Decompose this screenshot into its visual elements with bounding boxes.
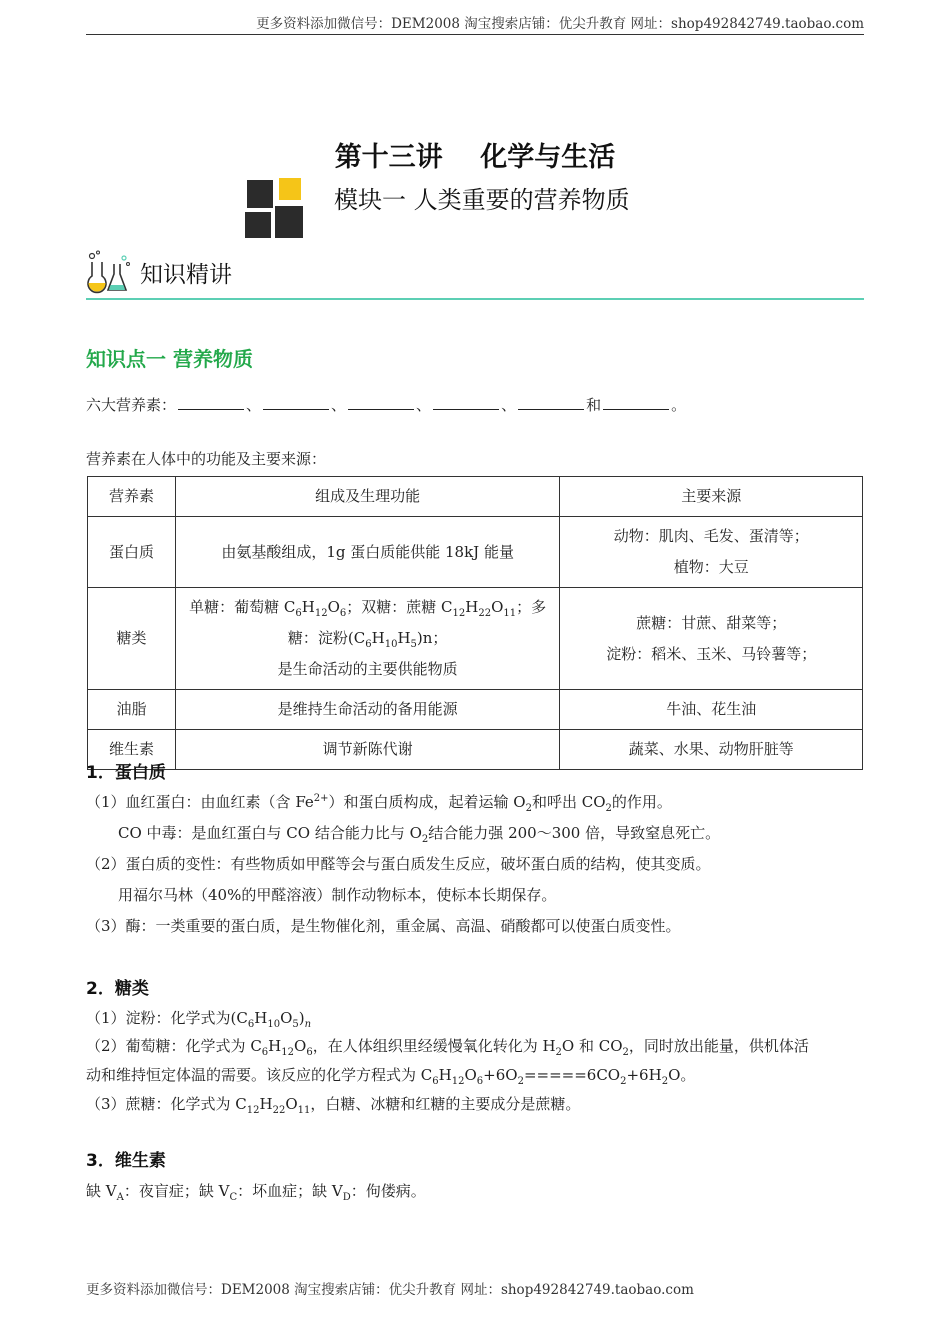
blank-5[interactable] (518, 394, 584, 410)
blank-3[interactable] (348, 394, 414, 410)
nutrient-name: 糖类 (88, 588, 176, 690)
blank-6[interactable] (603, 394, 669, 410)
nutrient-name: 油脂 (88, 690, 176, 730)
blank-2[interactable] (263, 394, 329, 410)
protein-paragraph-4: 用福尔马林（40%的甲醛溶液）制作动物标本，使标本长期保存。 (118, 886, 557, 904)
page-footer: 更多资料添加微信号：DEM2008 淘宝搜索店铺：优尖升教育 网址：shop492842749.taobao.com (86, 1282, 694, 1298)
lecture-title: 第十三讲 化学与生活 (334, 142, 616, 173)
nutrient-source: 牛油、花生油 (560, 690, 863, 730)
nutrient-function: 单糖：葡萄糖 $C_6H_{12}O_6$；双糖：蔗糖 $C_{12}H_{22}O_{11}$；多糖：淀粉$(C_6H_{10}H_5)n$； 是生命活动的主要供能物质 (175, 588, 560, 690)
blank-1[interactable] (178, 394, 244, 410)
module-logo-icon (245, 178, 305, 240)
module-title: 模块一 人类重要的营养物质 (334, 186, 630, 214)
vitamin-paragraph: 缺 $V_A$：夜盲症；缺 $V_C$：坏血症；缺 $V_D$：佝偻病。 (86, 1182, 426, 1203)
knowledge-point-title: 知识点一 营养物质 (86, 347, 253, 371)
nutrient-function: 由氨基酸组成，1g 蛋白质能供能 18kJ 能量 (175, 517, 560, 588)
section-heading-sugar: 2．糖类 (86, 979, 149, 999)
nutrient-source: 蔬菜、水果、动物肝脏等 (560, 730, 863, 770)
table-row (88, 517, 863, 588)
nutrient-name: 蛋白质 (88, 517, 176, 588)
nutrient-name: 维生素 (88, 730, 176, 770)
flask-icon (86, 250, 132, 296)
protein-paragraph-5: （3）酶：一类重要的蛋白质，是生物催化剂，重金属、高温、硝酸都可以使蛋白质变性。 (86, 917, 681, 935)
section-label: 知识精讲 (140, 262, 232, 288)
nutrients-table (87, 476, 863, 770)
protein-paragraph-2: CO 中毒：是血红蛋白与 CO 结合能力比与 $O_2$结合能力强 200～300 倍，导致窒息死亡。 (118, 824, 721, 845)
six-nutrients-line: 六大营养素： 、 、 、 、 和 。 (86, 396, 687, 414)
protein-paragraph-1: （1）血红蛋白：由血红素（含 $Fe^{2+}$）和蛋白质构成，起着运输 $O_2$和呼出 $CO_2$的作用。 (86, 793, 672, 814)
sugar-paragraph-3: 动和维持恒定体温的需要。该反应的化学方程式为 $C_6H_{12}O_6+6O_2=====6CO_2+6H_2O$。 (86, 1066, 696, 1087)
table-caption: 营养素在人体中的功能及主要来源： (86, 450, 327, 468)
table-row (88, 690, 863, 730)
sugar-paragraph-4: （3）蔗糖：化学式为 $C_{12}H_{22}O_{11}$，白糖、冰糖和红糖的主要成分是蔗糖。 (86, 1095, 581, 1116)
section-heading-vitamin: 3．维生素 (86, 1151, 166, 1171)
nutrient-function: 调节新陈代谢 (175, 730, 560, 770)
sugar-paragraph-2: （2）葡萄糖：化学式为 $C_6H_{12}O_6$，在人体组织里经缓慢氧化转化为 $H_2O$ 和 $CO_2$，同时放出能量，供机体活 (86, 1037, 809, 1058)
page-header: 更多资料添加微信号：DEM2008 淘宝搜索店铺：优尖升教育 网址：shop492842749.taobao.com (86, 12, 864, 35)
nutrient-source: 蔗糖：甘蔗、甜菜等； 淀粉：稻米、玉米、马铃薯等； (560, 588, 863, 690)
section-banner (86, 250, 864, 300)
table-row (88, 588, 863, 690)
sugar-paragraph-1: （1）淀粉：化学式为$(C_6H_{10}O_5)_n$ (86, 1009, 312, 1030)
header-cell: 组成及生理功能 (175, 477, 560, 517)
protein-paragraph-3: （2）蛋白质的变性：有些物质如甲醛等会与蛋白质发生反应，破坏蛋白质的结构，使其变质。 (86, 855, 711, 873)
blank-4[interactable] (433, 394, 499, 410)
nutrient-function: 是维持生命活动的备用能源 (175, 690, 560, 730)
section-heading-protein: 1．蛋白质 (86, 763, 166, 783)
table-header-row (88, 477, 863, 517)
nutrient-source: 动物：肌肉、毛发、蛋清等； 植物：大豆 (560, 517, 863, 588)
header-cell: 营养素 (88, 477, 176, 517)
header-cell: 主要来源 (560, 477, 863, 517)
table-row (88, 730, 863, 770)
